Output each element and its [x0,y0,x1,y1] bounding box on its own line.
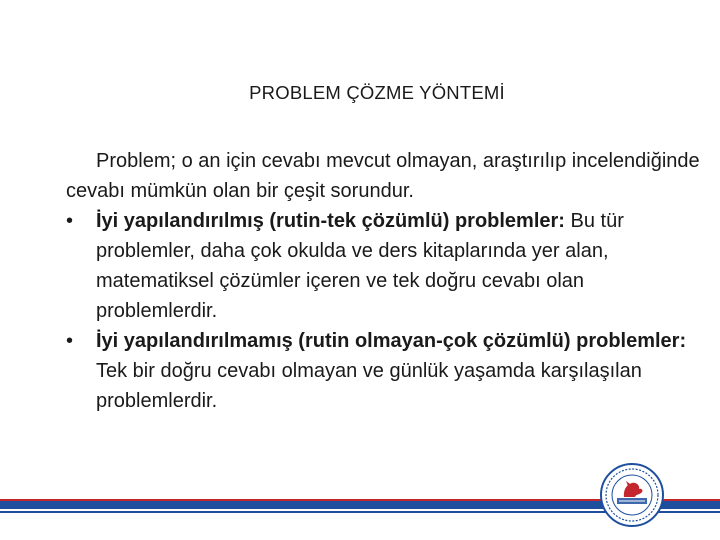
intro-paragraph: Problem; o an için cevabı mevcut olmayan, araştırılıp incelendiğinde cevabı mümkün olan bir çeşit sorundur. [66,150,700,202]
bullet-dot: • [66,210,74,232]
slide-title: PROBLEM ÇÖZME YÖNTEMİ [249,82,505,103]
bullet-item-structured [66,206,706,326]
bullet-list [66,206,706,416]
slide-content [66,146,706,416]
bullet-item-unstructured [66,326,706,416]
bullet-text: Tek bir doğru cevabı olmayan ve günlük yaşamda karşılaşılan problemlerdir. [96,360,642,412]
bullet-dot: • [66,330,74,352]
bullet-heading: İyi yapılandırılmış (rutin-tek çözümlü) problemler: [96,210,565,232]
bullet-text: Bu tür problemler, daha çok okulda ve ders kitaplarında yer alan, matematiksel çözümler içeren ve tek doğru cevabı olan problemlerdir. [96,210,624,322]
university-seal-logo [599,462,665,528]
bullet-heading: İyi yapılandırılmamış (rutin olmayan-çok çözümlü) problemler: [96,330,687,352]
